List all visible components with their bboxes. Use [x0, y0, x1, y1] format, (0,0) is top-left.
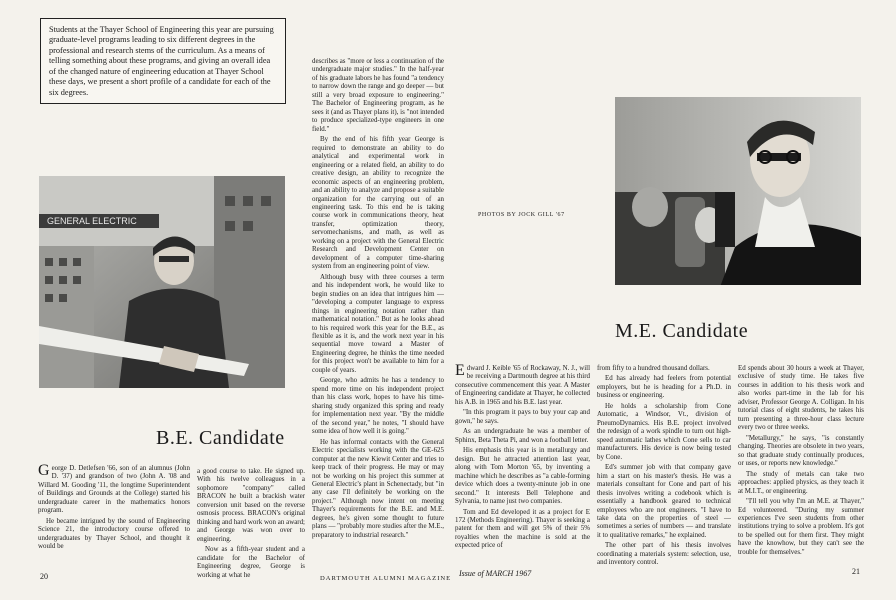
me-col3-para: The study of metals can take two approaches: applied physics, as they teach it at M.I.T., or engineering. — [738, 469, 864, 495]
be-col3-para: describes as "more or less a continuation of the undergraduate major studies." In the half-year of his graduate labors he has found "a tendency to narrow down the range and go deeper — but still a very broad exposure to engineering." The Bachelor of Engineering program, as he sees it (and as Thayer plans it), is "not intended to produce specialized-type engineers in one field." — [312, 57, 444, 133]
left-page-number: 20 — [40, 572, 48, 581]
me-dropcap: E — [455, 362, 465, 379]
me-column-3 — [738, 364, 864, 558]
be-col2-para: a good course to take. He signed up. With his twelve colleagues in a sophomore "company" called BRACON he built a brackish water conversion unit based on the reverse osmosis process. BRACON's original thinking and hard work won an award; and George was won over to engineering. — [197, 467, 305, 543]
be-dropcap: G — [38, 462, 50, 479]
be-col3-para: He has informal contacts with the General Electric specialists working with the GE-625 computer at the new Kiewit Center and tries to keep track of their progress. He may or may not be working on his project this summer at General Electric's plant in Schenectady, but "in any case I'll definitely be working on the project." Although now intent on meeting Thayer's requirements for the B.E. and M.E. degrees, he's given some thought to future plans — "probably more studies after the M.E., preparatory to industrial research." — [312, 437, 444, 539]
be-col3-para: Although busy with three courses a term and his independent work, he would like to begin studies on an idea that intrigues him — "developing a computer language to express things in engineering notation rather than mathematical notation." But as he looks ahead to his required work this year for the B.E., as flexible as it is, and the work next year in his sequential move toward a Master of Engineering degree, he thinks the time needed for this project won't be available to him for a couple of years. — [312, 272, 444, 374]
right-page-number: 21 — [852, 567, 860, 576]
me-col3-para: Ed spends about 30 hours a week at Thayer, exclusive of study time. He takes five courses in addition to his thesis work and also works part-time in the lab for his adviser, Professor George A. Colligan. In his tutorial class of eight students, he takes his turn presenting a three-hour class lecture every two or three weeks. — [738, 364, 864, 432]
be-col2-para: Now as a fifth-year student and a candidate for the Bachelor of Engineering degree, George is working at what he — [197, 545, 305, 579]
me-col2-para: The other part of his thesis involves coordinating a materials system: selection, use, and inventory control. — [597, 541, 731, 567]
be-candidate-photo — [39, 176, 285, 388]
me-photo-illustration — [615, 97, 861, 285]
me-column-1 — [455, 364, 590, 552]
be-column-3 — [312, 57, 444, 541]
be-col3-para: By the end of his fifth year George is required to demonstrate an ability to do analytical and experimental work in engineering or a related field, an ability to do creative design, an ability to recognize the economic aspects of an engineering problem, and an ability to analyze and propose a suitable organization for the carrying out of an engineering task. To this end he is taking course work in communications theory, heat transfer, optimization theory, servomechanisms, and math, as well as working on a project with the General Electric Research and Development Center on development of a computer time-sharing system from an engineering point of view. — [312, 135, 444, 271]
me-col1-para: Tom and Ed developed it as a project for E 172 (Methods Engineering). Thayer is seeking a patent for them and will get 5% of their 5% royalties when the machine is sold at the expected price of — [455, 507, 590, 550]
me-col2-para: Ed has already had feelers from potential employers, but he is heading for a Ph.D. in business or engineering. — [597, 374, 731, 400]
me-col1-para: As an undergraduate he was a member of Sphinx, Beta Theta Pi, and won a football letter. — [455, 427, 590, 444]
me-col1-para: "In this program it pays to buy your cap and gown," he says. — [455, 408, 590, 425]
be-col3-para: George, who admits he has a tendency to spend more time on his independent project than his class work, hopes to have his time-sharing study organized this spring and ready for implementation next year. "By the middle of the second year," he notes, "I should have some idea of how well it is going." — [312, 376, 444, 436]
issue-date: Issue of MARCH 1967 — [459, 569, 532, 578]
me-col3-para: "Metallurgy," he says, "is constantly changing. Theories are obsolete in two years, so that graduate study continually produces, or uses, or reports new knowledge." — [738, 433, 864, 468]
me-col2-para: Ed's summer job with that company gave him a start on his master's thesis. He was a materials consultant for Cone and part of his thesis involves writing a codebook which is essentially a handbook geared to technical employees who are not engineers. "I have to take data on the properties of steel — sometimes a series of numbers — and translate it to qualitative remarks," he explained. — [597, 463, 731, 539]
me-col2-para: He holds a scholarship from Cone Automatic, a Windsor, Vt., division of PneumoDynamics. His B.E. project involved the redesign of a work spindle to turn out high-speed automatic lathes which Cone sells to car manufacturers. His device is now being tested by Cone. — [597, 401, 731, 461]
me-candidate-photo — [615, 97, 861, 285]
me-col1-text: dward J. Keible '65 of Rockaway, N. J., will be receiving a Dartmouth degree at his third consecutive commencement this year. A Master of Engineering candidate at Thayer, he collected his A.B. in 1965 and his B.E. last year. — [455, 364, 590, 406]
intro-box: Students at the Thayer School of Engineering this year are pursuing graduate-level programs leading to six different degrees in the professional and research stems of the curriculum. As a means of telling something about these programs, and giving an overall idea of the changed nature of engineering education at Thayer School these days, we present a short profile of a candidate for each of the six degrees. — [40, 18, 286, 104]
me-col3-para: "I'll tell you why I'm an M.E. at Thayer," Ed volunteered. "During my summer experiences I've seen students from other institutions trying to solve a problem. It's got to be spelled out for them first. They might have the knowhow, but they can't see the trouble for themselves." — [738, 497, 864, 556]
be-column-1 — [38, 464, 190, 553]
be-column-2 — [197, 467, 305, 581]
me-col1-para — [455, 364, 590, 406]
be-col1-text: eorge D. Detlefsen '66, son of an alumnus (John D. '37) and grandson of two (John A. '08 and Willard M. Gooding '11, the longtime Superintendent of Buildings and Grounds at the College) started his undergraduate career in the mathematics honors program. — [38, 464, 190, 515]
photo-credit: PHOTOS BY JOCK GILL '67 — [478, 212, 565, 218]
me-title: M.E. Candidate — [615, 320, 749, 342]
be-col1-para: He became intrigued by the sound of Engineering Science 21, the introductory course offered to undergraduates by Thayer School, and thought it would be — [38, 516, 190, 551]
me-col2-para: from fifty to a hundred thousand dollars. — [597, 364, 710, 372]
be-col1-para — [38, 464, 190, 515]
be-photo-illustration — [39, 176, 285, 388]
me-column-2 — [597, 364, 731, 569]
me-col1-para: His emphasis this year is in metallurgy and design. But he attracted attention last year, along with Tom Morton '65, by inventing a machine which he describes as "a cable-forming device which does a twenty-minute job in one second." It interests Bell Telephone and Sylvania, to name just two companies. — [455, 446, 590, 506]
magazine-name: DARTMOUTH ALUMNI MAGAZINE — [320, 575, 452, 582]
photo-sign-text: GENERAL ELECTRIC — [47, 216, 137, 226]
be-title: B.E. Candidate — [156, 427, 285, 449]
